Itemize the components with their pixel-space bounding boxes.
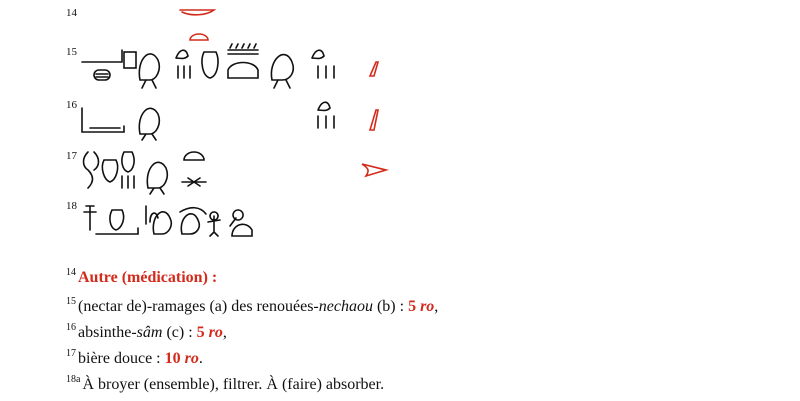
translation-line-16 [66,323,227,345]
italic-term: sâm [136,324,163,341]
glyph-line-number-16: 16 [66,99,77,111]
text-mid: (b) : [372,298,409,315]
red-glyph-15 [370,62,378,76]
section-heading: Autre (médication) : [78,269,218,286]
text: absinthe- [78,324,137,341]
text: (nectar de)-ramages (a) des renouées- [78,298,319,315]
red-glyph-14b [190,34,208,40]
unit: ro [420,298,435,315]
translation-line-14 [66,268,217,290]
text: À broyer (ensemble), filtrer. À (faire) absorber. [82,376,385,393]
text: bière douce : [78,350,165,367]
glyph-line-number-18: 18 [66,200,77,212]
line-number: 15 [66,296,76,307]
glyph-line-15 [82,44,334,88]
end: . [198,350,203,367]
glyph-line-number-15: 15 [66,46,77,58]
line-number: 17 [66,348,76,359]
text-mid: (c) : [162,324,197,341]
red-glyph-17 [362,164,386,176]
unit: ro [184,350,199,367]
italic-term: nechaou [318,298,373,315]
translation-line-15 [66,297,438,319]
line-number: 18a [66,374,81,385]
translation-line-17 [66,349,203,371]
red-glyph-16 [370,110,378,130]
unit: ro [208,324,223,341]
translation-line-18 [66,375,384,397]
end: , [222,324,227,341]
quantity: 5 [408,298,421,315]
glyph-line-17 [84,152,207,194]
glyph-line-16 [82,102,334,140]
line-number: 14 [66,267,76,278]
quantity: 5 [196,324,209,341]
quantity: 10 [164,350,185,367]
end: , [434,298,439,315]
red-glyph-14a [180,10,214,15]
glyph-line-number-17: 17 [66,150,77,162]
glyph-line-18 [84,206,252,236]
glyph-line-number-14: 14 [66,7,77,19]
line-number: 16 [66,322,76,333]
